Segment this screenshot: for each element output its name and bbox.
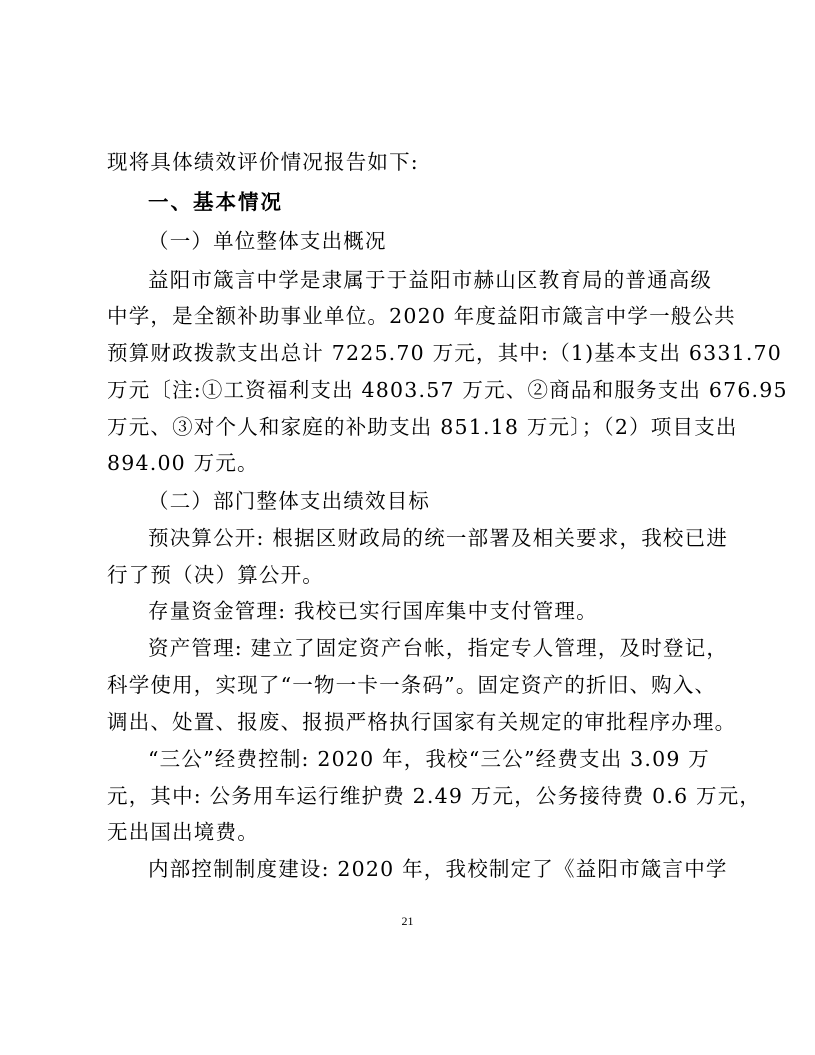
text-line: 894.00 万元。 xyxy=(107,451,259,475)
text-line: 调出、处置、报废、报损严格执行国家有关规定的审批程序办理。 xyxy=(107,710,737,734)
text-line: 万元〔注:①工资福利支出 4803.57 万元、②商品和服务支出 676.95 xyxy=(107,378,788,402)
text-line: 预算财政拨款支出总计 7225.70 万元，其中:（1)基本支出 6331.70 xyxy=(107,341,783,365)
text-line: 中学，是全额补助事业单位。2020 年度益阳市箴言中学一般公共 xyxy=(107,304,736,328)
text-line: 预决算公开: 根据区财政局的统一部署及相关要求，我校已进 xyxy=(148,526,729,550)
text-line: 万元、③对个人和家庭的补助支出 851.18 万元〕；（2）项目支出 xyxy=(107,415,738,439)
text-line: 资产管理: 建立了固定资产台帐，指定专人管理，及时登记， xyxy=(148,636,729,660)
text-line: 无出国出境费。 xyxy=(107,820,259,844)
text-line: 益阳市箴言中学是隶属于于益阳市赫山区教育局的普通高级 xyxy=(148,268,713,292)
text-line: “三公”经费控制: 2020 年，我校“三公”经费支出 3.09 万 xyxy=(148,747,711,771)
text-line: 存量资金管理: 我校已实行国库集中支付管理。 xyxy=(148,599,598,623)
subsection-heading: （一）单位整体支出概况 xyxy=(148,229,387,253)
text-line: 现将具体绩效评价情况报告如下: xyxy=(107,150,419,174)
text-line: 元，其中: 公务用车运行维护费 2.49 万元，公务接待费 0.6 万元， xyxy=(107,784,762,808)
subsection-heading: （二）部门整体支出绩效目标 xyxy=(148,489,431,513)
page-number: 21 xyxy=(401,914,414,928)
text-line: 行了预（决）算公开。 xyxy=(107,563,324,587)
section-heading: 一、基本情况 xyxy=(148,190,283,214)
text-line: 内部控制制度建设: 2020 年，我校制定了《益阳市箴言中学 xyxy=(148,857,728,881)
text-line: 科学使用，实现了“一物一卡一条码”。固定资产的折旧、购入、 xyxy=(107,673,717,697)
